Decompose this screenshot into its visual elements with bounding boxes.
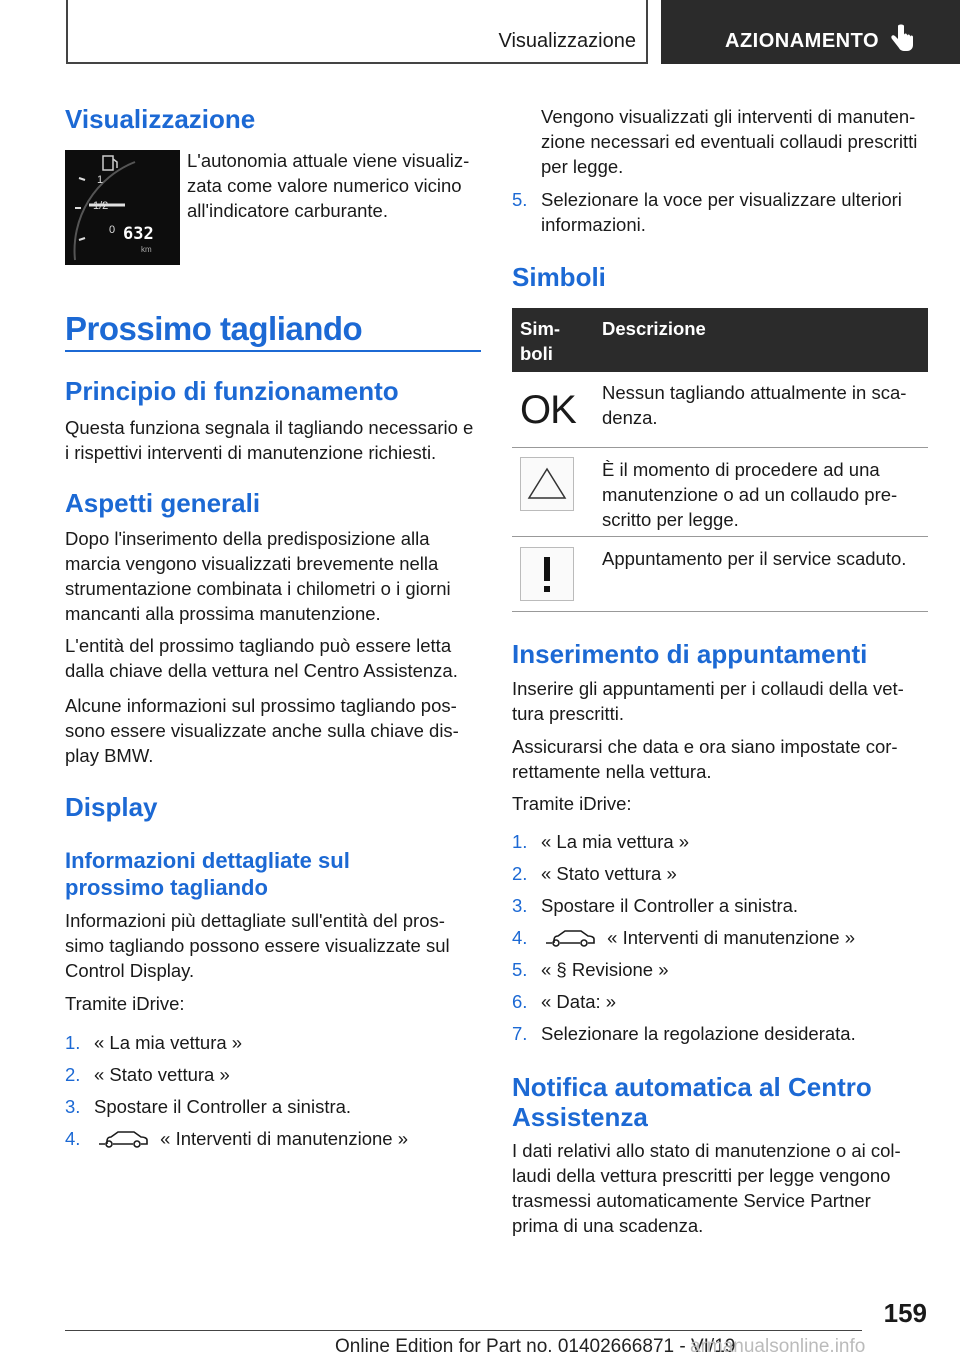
right-tramite: Tramite iDrive: <box>512 793 632 814</box>
aspetti-heading: Aspetti generali <box>65 488 261 518</box>
footer-edition: Online Edition for Part no. 01402666871 - VI/19 <box>335 1336 736 1357</box>
footer-watermark: armanualsonline.info <box>690 1336 866 1357</box>
footer-rule <box>65 1330 862 1331</box>
left-tramite: Tramite iDrive: <box>65 993 185 1014</box>
row-divider <box>512 447 928 448</box>
principio-heading: Principio di funzionamento <box>65 376 399 406</box>
appunt-p2: Assicurarsi che data e ora siano impostate cor- rettamente nella vettura. <box>512 736 898 782</box>
principio-text: Questa funziona segnala il tagliando necessario e i rispettivi interventi di manutenzione richiesti. <box>65 417 474 463</box>
page-number: 159 <box>883 1298 927 1328</box>
symbols-table-header: Sim- boli Descrizione <box>512 308 928 372</box>
gauge-range-readout: 632 <box>123 224 154 244</box>
info-heading: Informazioni dettagliate sul prossimo tagliando <box>65 848 350 900</box>
fuel-gauge-image <box>65 150 180 265</box>
car-icon <box>544 929 596 947</box>
chapter-tab-label: AZIONAMENTO <box>725 30 880 52</box>
section-rule <box>65 350 481 352</box>
row-divider <box>512 536 928 537</box>
notifica-heading: Notifica automatica al Centro Assistenza <box>512 1072 872 1132</box>
warning-triangle-icon <box>520 457 574 511</box>
info-text: Informazioni più dettagliate sull'entità del pros- simo tagliando possono essere visualizzate sul Control Display. <box>65 910 450 981</box>
appunt-p1: Inserire gli appuntamenti per i collaudi della vet- tura prescritti. <box>512 678 904 724</box>
aspetti-p3: Alcune informazioni sul prossimo tagliando pos- sono essere visualizzate anche sulla chiave dis- play BMW. <box>65 695 459 766</box>
hand-pointer-icon <box>889 24 915 59</box>
aspetti-p1: Dopo l'inserimento della predisposizione alla marcia vengono visualizzati brevemente nella strumentazione combinata i chilometri o i giorni mancanti alla prossima manutenzione. <box>65 528 451 624</box>
display-heading: Display <box>65 792 158 822</box>
visualizzazione-heading: Visualizzazione <box>65 104 256 134</box>
gauge-tick-1: 1 <box>97 174 104 186</box>
vis-text: L'autonomia attuale viene visualiz- zata come valore numerico vicino all'indicatore carburante. <box>187 150 470 221</box>
header-section-title: Visualizzazione <box>498 30 636 52</box>
row-divider <box>512 611 928 612</box>
exclamation-icon <box>520 547 574 601</box>
appuntamenti-heading: Inserimento di appuntamenti <box>512 639 868 669</box>
cont-text: Vengono visualizzati gli interventi di manuten- zione necessari ed eventuali collaudi prescritti per legge. <box>541 106 918 177</box>
car-icon <box>97 1130 149 1148</box>
ok-icon: OK <box>520 388 576 432</box>
notifica-text: I dati relativi allo stato di manutenzione o ai col- laudi della vettura prescritti per legge vengono trasmessi automaticamente Service Partner prima di una scadenza. <box>512 1140 901 1236</box>
section-title: Prossimo tagliando <box>65 310 363 347</box>
simboli-heading: Simboli <box>512 262 606 292</box>
gauge-unit: km <box>141 245 152 254</box>
aspetti-p2: L'entità del prossimo tagliando può essere letta dalla chiave della vettura nel Centro Assistenza. <box>65 635 458 681</box>
gauge-tick-0: 0 <box>109 224 116 236</box>
chapter-tab[interactable] <box>661 0 960 64</box>
gauge-tick-half: 1/2 <box>93 200 109 212</box>
